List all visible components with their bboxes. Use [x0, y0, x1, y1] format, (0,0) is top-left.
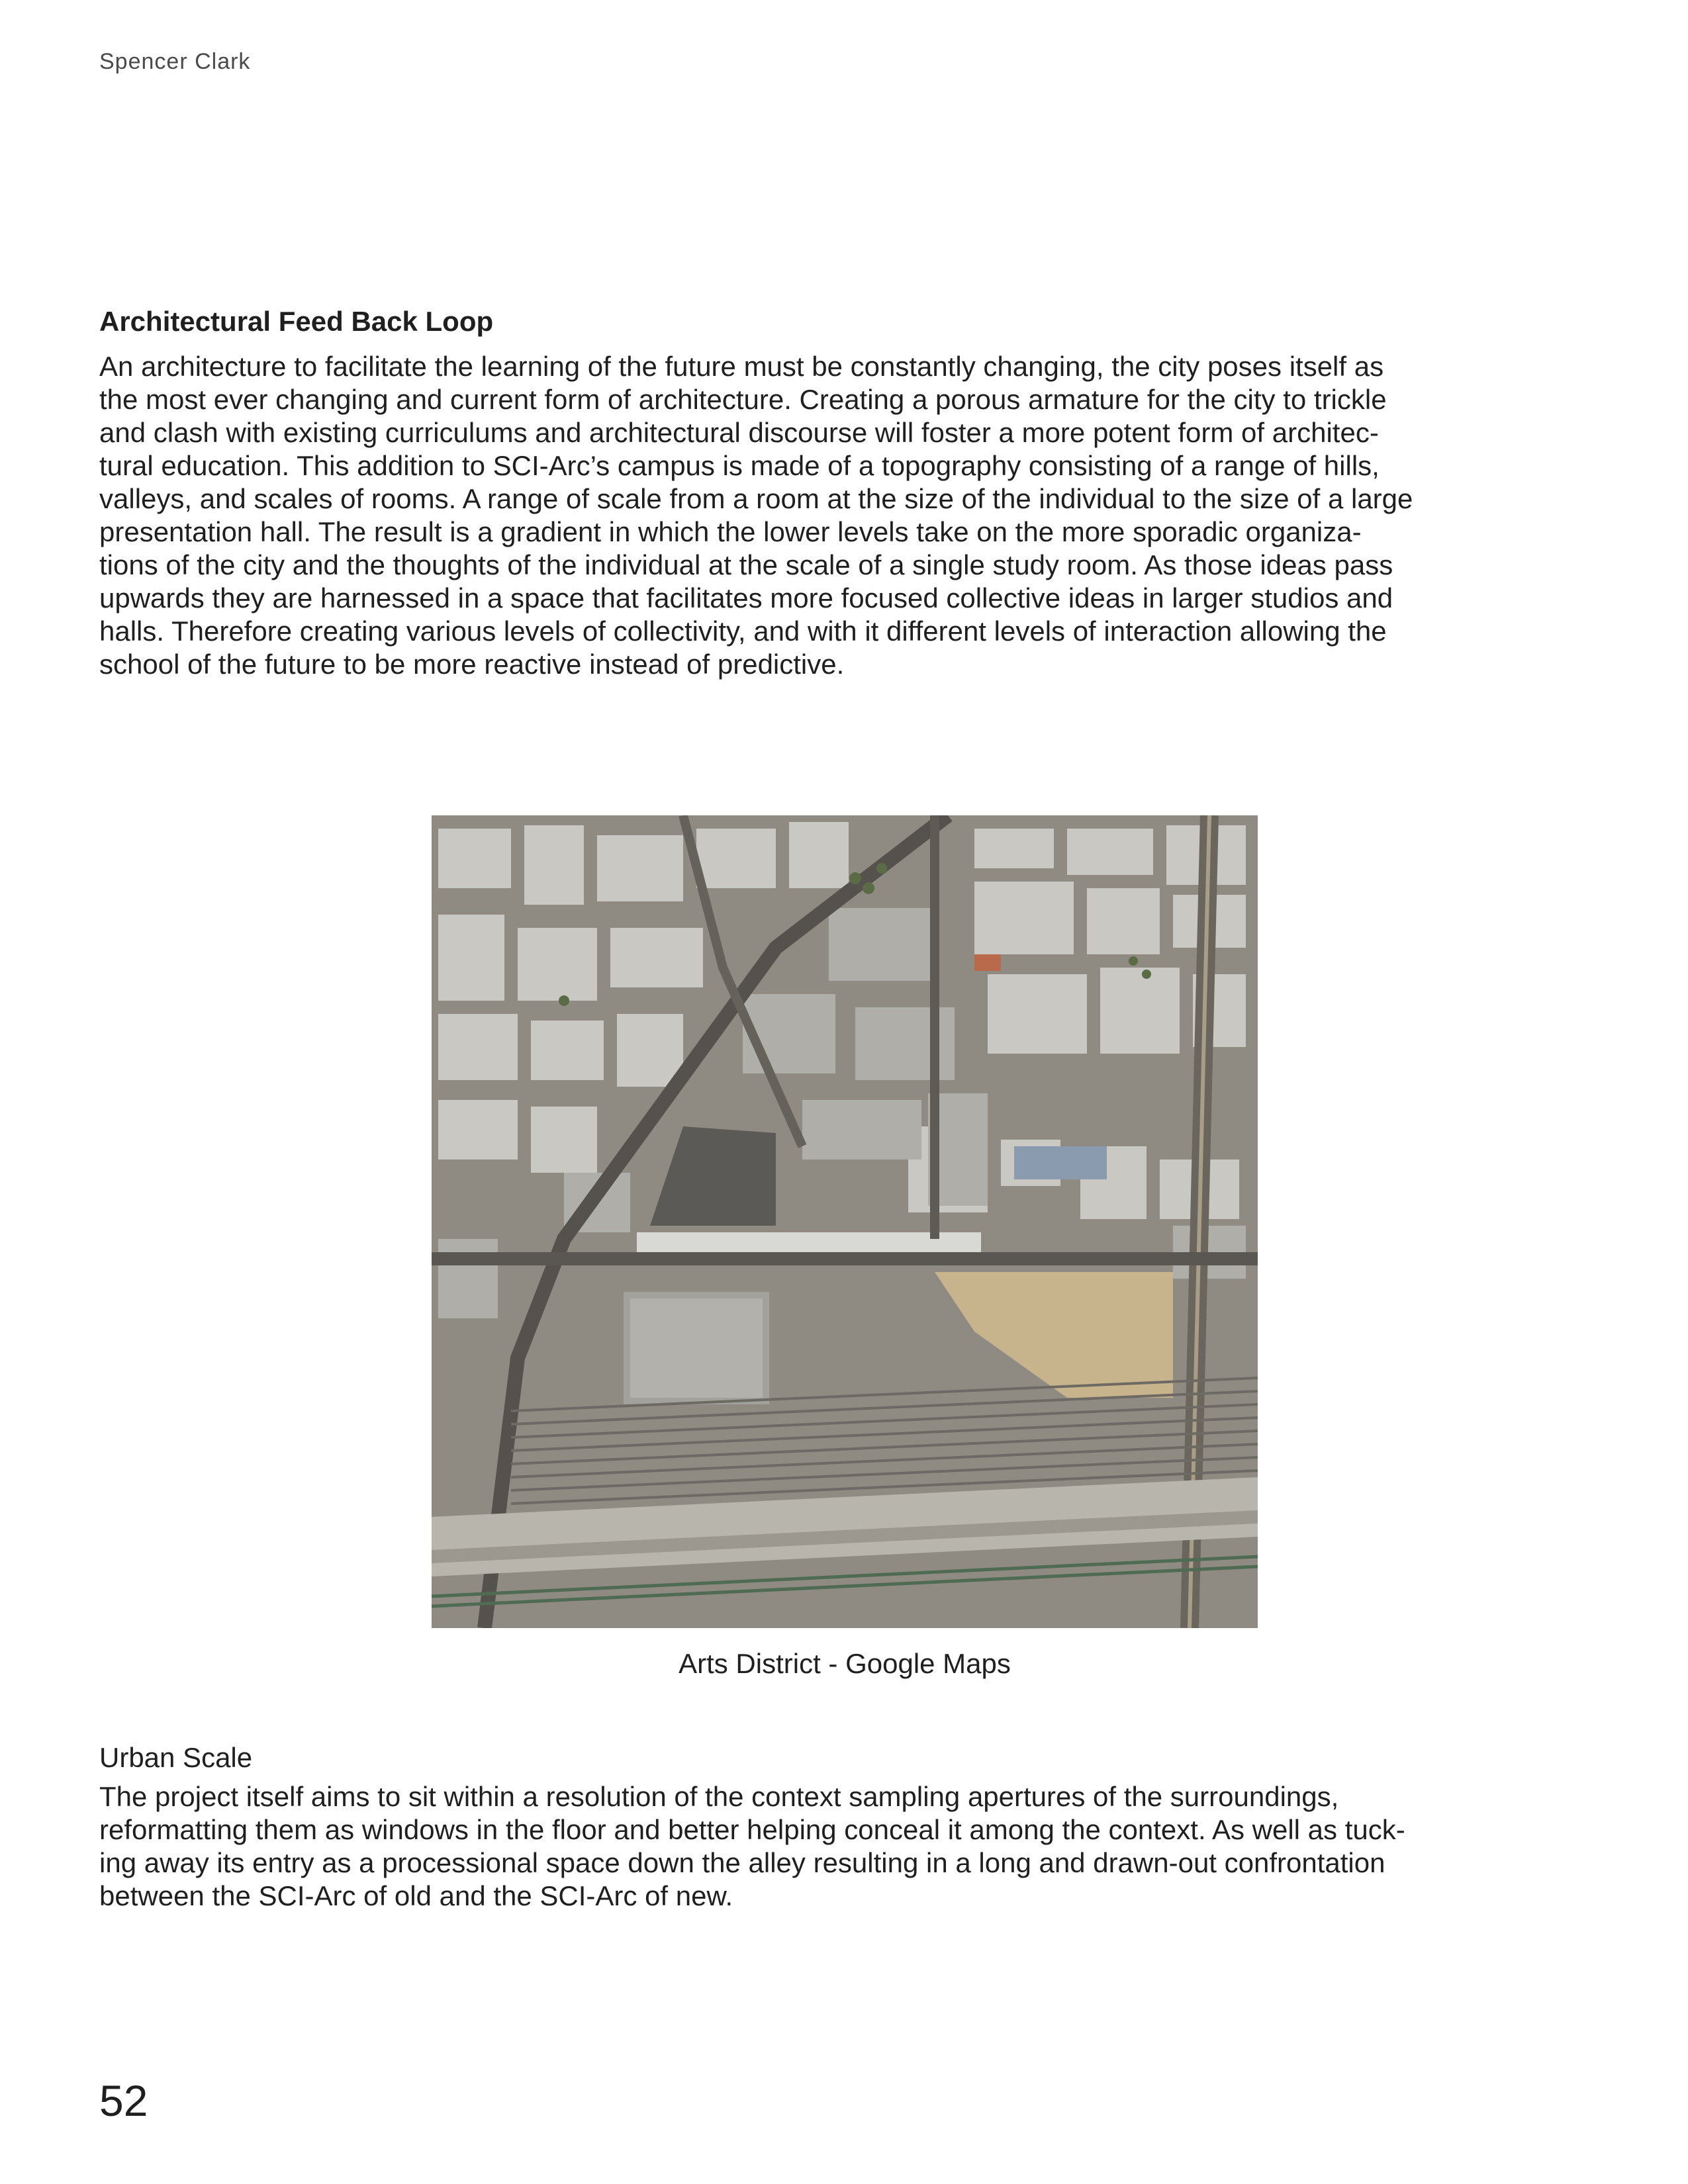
section-subtitle: Urban Scale — [99, 1742, 253, 1773]
text-line: the most ever changing and current form of architecture. Creating a porous armature for the city to trickle — [99, 384, 1387, 415]
text-line: valleys, and scales of rooms. A range of scale from a room at the size of the individual to the size of a large — [99, 483, 1413, 514]
figure-caption: Arts District - Google Maps — [679, 1648, 1011, 1679]
section-title: Architectural Feed Back Loop — [99, 306, 494, 337]
text-line: and clash with existing curriculums and architectural discourse will foster a more potent form of architec- — [99, 417, 1379, 448]
text-line: An architecture to facilitate the learning of the future must be constantly changing, the city poses itself as — [99, 351, 1384, 382]
text-line: upwards they are harnessed in a space that facilitates more focused collective ideas in larger studios and — [99, 582, 1393, 614]
text-line: reformatting them as windows in the floor and better helping conceal it among the context. As well as tuck- — [99, 1814, 1405, 1845]
body-paragraph-urban-scale — [99, 1780, 1489, 1913]
text-line: halls. Therefore creating various levels of collectivity, and with it different levels of interaction allowing the — [99, 615, 1387, 647]
aerial-map-image — [432, 815, 1258, 1628]
page-number: 52 — [99, 2076, 148, 2125]
text-line: ing away its entry as a processional space down the alley resulting in a long and drawn-out confrontation — [99, 1847, 1385, 1878]
body-paragraph-feedback-loop — [99, 350, 1489, 681]
text-line: tions of the city and the thoughts of the individual at the scale of a single study room. As those ideas pass — [99, 549, 1393, 580]
text-line: presentation hall. The result is a gradient in which the lower levels take on the more sporadic organiza- — [99, 516, 1362, 547]
text-line: tural education. This addition to SCI-Arc’s campus is made of a topography consisting of a range of hills, — [99, 450, 1380, 481]
text-line: school of the future to be more reactive instead of predictive. — [99, 649, 845, 680]
text-line: between the SCI-Arc of old and the SCI-Arc of new. — [99, 1880, 733, 1911]
author-name: Spencer Clark — [99, 49, 251, 74]
text-line: The project itself aims to sit within a resolution of the context sampling apertures of the surroundings, — [99, 1781, 1339, 1812]
